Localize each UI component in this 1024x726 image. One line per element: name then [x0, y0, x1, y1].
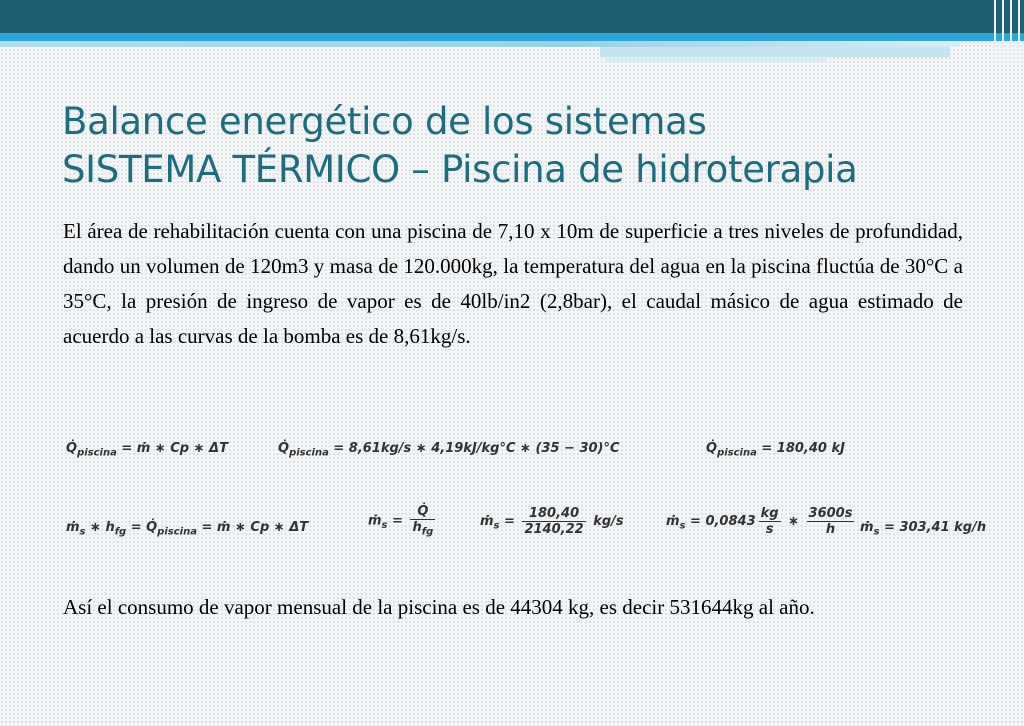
equation-steam-mass-formula: ṁ$_s$ = $\frac{Q̇}{h_{fg}}$ — [368, 504, 434, 538]
title-line-1: Balance energético de los sistemas — [62, 100, 707, 143]
header-bar-accent — [0, 33, 1024, 41]
equation-heat-formula: $Q̇_{piscina}$ = ṁ ∗ Cp ∗ ΔT — [66, 441, 228, 459]
header-bar-light-short — [600, 47, 950, 57]
equation-steam-mass-result: ṁ$_s$ = 303,41 kg/h — [860, 520, 987, 538]
fraction: $\frac{180,40}{2140,22}$ — [524, 506, 584, 537]
equation-steam-mass-substitution: ṁ$_s$ = $\frac{180,40}{2140,22}$ kg/s — [480, 506, 624, 537]
header-decor-lines — [990, 0, 1024, 62]
equation-steam-mass-conversion: ṁ$_s$ = 0,0843 $\frac{kg}{s}$ ∗ $\frac{3600s}{h}$ — [666, 506, 853, 537]
header-bar-dark — [0, 0, 1024, 33]
body-paragraph-1: El área de rehabilitación cuenta con una piscina de 7,10 x 10m de superficie a tres niveles de profundidad, dando un volumen de 120m3 y masa de 120.000kg, la temperatura del agua en la piscina fluctúa de 30°C a 35°C, la presión de ingreso de vapor es de 40lb/in2 (2,8bar), el caudal másico de agua estimado de acuerdo a las curvas de la bomba es de 8,61kg/s. — [63, 219, 963, 348]
title-line-2: SISTEMA TÉRMICO – Piscina de hidroterapia — [62, 148, 858, 191]
equation-heat-substitution: $Q̇_{piscina} = 8,61kg/s$ ∗ 4,19kJ/kg°C ∗ (35 − 30)°C — [278, 441, 620, 459]
slide-title — [62, 98, 982, 194]
fraction: $\frac{Q̇}{h_{fg}}$ — [412, 504, 434, 538]
fraction: $\frac{3600s}{h}$ — [808, 506, 853, 537]
body-paragraph-2: Así el consumo de vapor mensual de la piscina es de 44304 kg, es decir 531644kg al año. — [63, 595, 815, 619]
header-bar-light-tiny — [606, 58, 826, 62]
equation-energy-balance: ṁ$_s$ ∗ $h_{fg}$ = $Q̇_{piscina}$ = ṁ ∗ Cp ∗ ΔT — [66, 520, 309, 538]
fraction: $\frac{kg}{s}$ — [760, 506, 779, 537]
equation-heat-result: $Q̇_{piscina} = 180,40$ kJ — [706, 441, 845, 459]
